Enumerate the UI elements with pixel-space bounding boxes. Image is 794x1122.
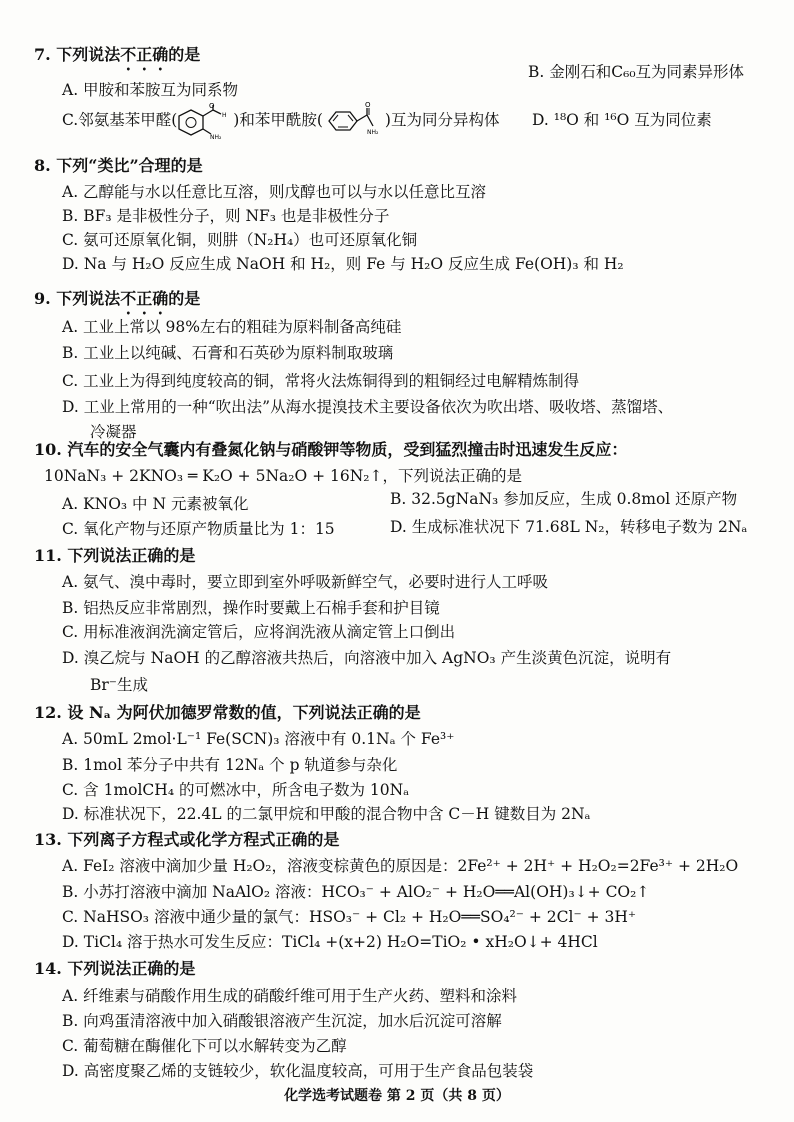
- q7-stem-emphasis: 不正确: [120, 45, 169, 64]
- q8-option-b: B. BF₃ 是非极性分子，则 NF₃ 也是非极性分子: [62, 207, 390, 225]
- question-8-stem: 8. 下列“类比”合理的是: [34, 156, 203, 175]
- question-11-stem: 11. 下列说法正确的是: [34, 546, 196, 565]
- q7-option-c-mid: )和苯甲酰胺(: [233, 111, 323, 129]
- q14-option-c: C. 葡萄糖在酶催化下可以水解转变为乙醇: [62, 1037, 347, 1055]
- q10-equation: 10NaN₃ + 2KNO₃ ═ K₂O + 5Na₂O + 16N₂↑，下列说法正确的是: [44, 467, 523, 485]
- struct-nh2-label-1: NH₂: [210, 134, 222, 140]
- q11-option-d-line2: Br⁻生成: [90, 676, 148, 694]
- q7-stem-suffix: 的是: [168, 45, 201, 64]
- struct-o-label: O: [209, 102, 215, 110]
- q10-option-b: B. 32.5gNaN₃ 参加反应，生成 0.8mol 还原产物: [390, 490, 738, 508]
- q7-stem-prefix: 7. 下列说法: [34, 45, 121, 64]
- q9-option-a: A. 工业上常以 98%左右的粗硅为原料制备高纯硅: [62, 318, 402, 336]
- q13-option-a: A. FeI₂ 溶液中滴加少量 H₂O₂，溶液变棕黄色的原因是：2Fe²⁺ + 2H⁺ + H₂O₂=2Fe³⁺ + 2H₂O: [62, 857, 739, 875]
- question-13-stem: 13. 下列离子方程式或化学方程式正确的是: [34, 830, 340, 849]
- q12-option-a: A. 50mL 2mol·L⁻¹ Fe(SCN)₃ 溶液中有 0.1Nₐ 个 Fe³⁺: [62, 730, 455, 748]
- q7-option-c-suffix: )互为同分异构体: [384, 111, 500, 129]
- question-9-stem: [34, 286, 200, 318]
- q8-option-d: D. Na 与 H₂O 反应生成 NaOH 和 H₂，则 Fe 与 H₂O 反应生成 Fe(OH)₃ 和 H₂: [62, 255, 624, 273]
- q8-option-a: A. 乙醇能与水以任意比互溶，则戊醇也可以与水以任意比互溶: [62, 183, 487, 201]
- q9-stem-emphasis: 不正确: [120, 289, 169, 308]
- q11-option-b: B. 铝热反应非常剧烈，操作时要戴上石棉手套和护目镜: [62, 599, 440, 617]
- benzamide-structure-icon: [323, 102, 385, 140]
- q14-option-d: D. 高密度聚乙烯的支链较少，软化温度较高，可用于生产食品包装袋: [62, 1062, 534, 1080]
- q13-option-c: C. NaHSO₃ 溶液中通少量的氯气：HSO₃⁻ + Cl₂ + H₂O══SO₄²⁻ + 2Cl⁻ + 3H⁺: [62, 908, 637, 926]
- q14-option-b: B. 向鸡蛋清溶液中加入硝酸银溶液产生沉淀，加水后沉淀可溶解: [62, 1012, 502, 1030]
- struct-nh2-label-2: NH₂: [366, 129, 379, 136]
- question-14-stem: 14. 下列说法正确的是: [34, 959, 196, 978]
- q9-option-c: C. 工业上为得到纯度较高的铜，常将火法炼铜得到的粗铜经过电解精炼制得: [62, 372, 580, 390]
- q10-option-d: D. 生成标准状况下 71.68L N₂，转移电子数为 2Nₐ: [390, 518, 748, 536]
- q10-option-a: A. KNO₃ 中 N 元素被氧化: [62, 495, 249, 513]
- q7-option-c: [62, 102, 499, 140]
- q7-option-c-prefix: C.邻氨基苯甲醛(: [62, 111, 178, 129]
- q9-option-d-line2: 冷凝器: [90, 423, 137, 441]
- q11-option-d-line1: D. 溴乙烷与 NaOH 的乙醇溶液共热后，向溶液中加入 AgNO₃ 产生淡黄色沉淀，说明有: [62, 649, 672, 667]
- q9-stem-suffix: 的是: [168, 289, 201, 308]
- q13-option-d: D. TiCl₄ 溶于热水可发生反应：TiCl₄ +(x+2) H₂O=TiO₂ • xH₂O↓+ 4HCl: [62, 933, 598, 951]
- q10-option-c: C. 氧化产物与还原产物质量比为 1：15: [62, 520, 335, 538]
- q12-option-b: B. 1mol 苯分子中共有 12Nₐ 个 p 轨道参与杂化: [62, 756, 398, 774]
- page-footer: 化学选考试题卷 第 2 页（共 8 页）: [284, 1088, 510, 1104]
- struct-h-label: H: [222, 112, 227, 119]
- q7-option-d: D. ¹⁸O 和 ¹⁶O 互为同位素: [532, 111, 712, 129]
- struct-o-label-2: O: [364, 102, 371, 109]
- aminobenzaldehyde-structure-icon: [177, 102, 233, 140]
- q9-option-b: B. 工业上以纯碱、石膏和石英砂为原料制取玻璃: [62, 344, 394, 362]
- q11-option-a: A. 氨气、溴中毒时，要立即到室外呼吸新鲜空气，必要时进行人工呼吸: [62, 573, 549, 591]
- q8-option-c: C. 氨可还原氧化铜，则肼（N₂H₄）也可还原氧化铜: [62, 231, 418, 249]
- question-7-stem: [34, 42, 200, 74]
- q13-option-b: B. 小苏打溶液中滴加 NaAlO₂ 溶液：HCO₃⁻ + AlO₂⁻ + H₂O══Al(OH)₃↓+ CO₂↑: [62, 883, 650, 901]
- q7-option-b: B. 金刚石和C₆₀互为同素异形体: [528, 63, 745, 81]
- q12-option-c: C. 含 1molCH₄ 的可燃冰中，所含电子数为 10Nₐ: [62, 781, 410, 799]
- q9-option-d-line1: D. 工业上常用的一种“吹出法”从海水提溴技术主要设备依次为吹出塔、吸收塔、蒸馏塔、: [62, 398, 674, 416]
- question-10-stem: 10. 汽车的安全气囊内有叠氮化钠与硝酸钾等物质，受到猛烈撞击时迅速发生反应：: [34, 440, 628, 459]
- q14-option-a: A. 纤维素与硝酸作用生成的硝酸纤维可用于生产火药、塑料和涂料: [62, 987, 518, 1005]
- q12-option-d: D. 标准状况下，22.4L 的二氯甲烷和甲酸的混合物中含 C－H 键数目为 2Nₐ: [62, 805, 591, 823]
- question-12-stem: 12. 设 Nₐ 为阿伏加德罗常数的值，下列说法正确的是: [34, 703, 421, 722]
- q9-stem-prefix: 9. 下列说法: [34, 289, 121, 308]
- q7-option-a: A. 甲胺和苯胺互为同系物: [62, 81, 239, 99]
- q11-option-c: C. 用标准液润洗滴定管后，应将润洗液从滴定管上口倒出: [62, 623, 456, 641]
